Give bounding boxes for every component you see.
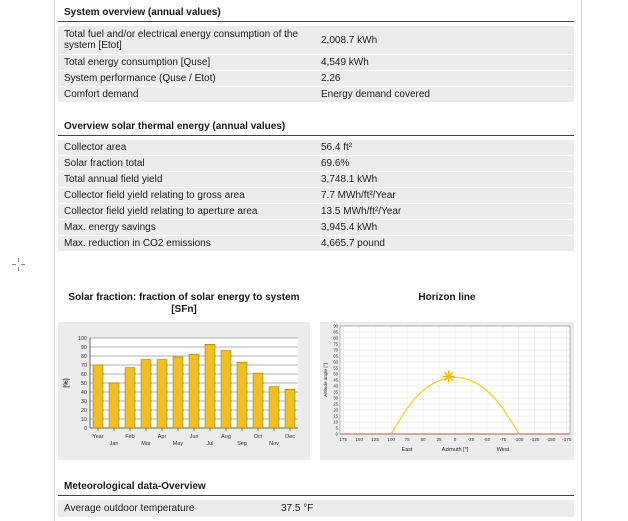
sun-icon: [443, 370, 455, 382]
y-tick-label: 60: [333, 359, 338, 365]
x-tick-label: Year: [92, 434, 104, 440]
y-tick-label: 0: [335, 431, 338, 437]
x-tick-label: Apr: [157, 434, 167, 440]
row-label: Collector field yield relating to aperture area: [64, 206, 258, 217]
x-tick-label: 150: [355, 437, 364, 442]
row-value: 4,549 kWh: [321, 57, 369, 68]
y-tick-label: 25: [333, 401, 338, 407]
y-tick-label: 0: [83, 426, 87, 432]
y-tick-label: 35: [333, 389, 338, 395]
bar: [253, 373, 263, 428]
y-tick-label: 15: [333, 413, 338, 419]
row-value: 7.7 MWh/ft²/Year: [321, 190, 396, 201]
table-row: [58, 500, 574, 518]
system-overview-heading: System overview (annual values): [58, 4, 574, 22]
row-label: System performance (Quse / Etot): [64, 73, 216, 84]
meteo-heading: Meteorological data-Overview: [58, 478, 574, 496]
x-tick-label: Feb: [125, 434, 135, 440]
y-axis-label: Altitude angle [°]: [323, 363, 328, 397]
row-label: Collector field yield relating to gross area: [64, 190, 245, 201]
table-row: [58, 220, 574, 236]
x-tick-label: -25: [467, 437, 475, 442]
table-row: [58, 204, 574, 220]
row-label: Max. reduction in CO2 emissions: [64, 238, 211, 249]
sun-core: [446, 374, 450, 378]
horizon-line-chart-svg: [320, 322, 574, 460]
row-value: 3,748.1 kWh: [321, 174, 378, 185]
y-axis-label: [%]: [64, 378, 70, 388]
bar: [157, 360, 167, 428]
y-tick-label: 50: [80, 381, 87, 387]
y-tick-label: 90: [80, 345, 87, 351]
y-tick-label: 30: [333, 395, 338, 401]
y-tick-label: 45: [333, 377, 338, 383]
y-tick-label: 5: [335, 425, 338, 431]
x-tick-label: Aug: [221, 434, 231, 440]
page-border-right: [581, 0, 582, 521]
row-value: 37.5 °F: [281, 503, 314, 514]
table-row: [58, 156, 574, 172]
row-label: Total energy consumption [Quse]: [64, 57, 211, 68]
page-border-left: [54, 0, 55, 521]
x-tick-label: -100: [514, 437, 524, 442]
solar-overview-table: [58, 140, 574, 252]
x-tick-label: -175: [562, 437, 572, 442]
bar: [125, 368, 135, 428]
horizon-line-chart: [320, 322, 574, 460]
row-value: 56.4 ft²: [321, 142, 353, 153]
bar: [221, 351, 231, 428]
row-label: Total annual field yield: [64, 174, 163, 185]
bar: [269, 387, 279, 428]
x-tick-label: 175: [339, 437, 348, 442]
y-tick-label: 70: [333, 347, 338, 353]
bar: [205, 344, 215, 428]
row-value: 4,665.7 pound: [321, 238, 385, 249]
y-tick-label: 80: [333, 335, 338, 341]
bar: [93, 365, 103, 428]
x-tick-label: May: [172, 441, 184, 447]
y-tick-label: 70: [80, 363, 87, 369]
y-tick-label: 20: [80, 408, 87, 414]
row-value: 3,945.4 kWh: [321, 222, 378, 233]
row-label: Collector area: [64, 142, 127, 153]
x-tick-label: Jan: [109, 441, 119, 447]
x-tick-label: 125: [371, 437, 379, 442]
x-tick-label: -75: [499, 437, 507, 442]
y-tick-label: 40: [333, 383, 338, 389]
x-tick-label: 50: [420, 437, 426, 442]
y-tick-label: 40: [80, 390, 87, 396]
y-tick-label: 80: [80, 354, 87, 360]
y-tick-label: 75: [333, 341, 338, 347]
row-value: 2,008.7 kWh: [321, 34, 378, 46]
x-tick-label: -50: [483, 437, 491, 442]
row-value: Energy demand covered: [321, 89, 430, 100]
table-row: [58, 188, 574, 204]
row-label: Comfort demand: [64, 89, 139, 100]
x-tick-label: 75: [404, 437, 410, 442]
x-tick-label: Sep: [237, 441, 247, 447]
row-value: 69.6%: [321, 158, 350, 169]
horizon-chart-title: Horizon line: [418, 292, 476, 303]
table-row: [58, 55, 574, 71]
y-tick-label: 85: [333, 329, 338, 335]
row-label: Average outdoor temperature: [64, 503, 195, 514]
west-label: West: [496, 447, 510, 453]
y-tick-label: 90: [333, 323, 338, 329]
x-axis-label: Azimuth [°]: [441, 447, 469, 453]
x-tick-label: Nov: [269, 441, 279, 447]
x-tick-label: Dec: [285, 434, 295, 440]
x-tick-label: Mar: [141, 441, 151, 447]
x-tick-label: 25: [436, 437, 442, 442]
x-tick-label: Jul: [206, 441, 214, 447]
y-tick-label: 100: [77, 336, 87, 342]
y-tick-label: 10: [80, 417, 87, 423]
y-tick-label: 55: [333, 365, 338, 371]
row-label: Total fuel and/or electrical energy consumption of the system [Etot]: [64, 29, 299, 51]
table-row: [58, 236, 574, 252]
solar-fraction-chart: [58, 322, 310, 460]
row-label: Solar fraction total: [64, 158, 145, 169]
bar: [237, 362, 247, 428]
row-value: 2.26: [321, 73, 341, 84]
solar-fraction-chart-title: Solar fraction: fraction of solar energy to system [SFn]: [68, 292, 300, 315]
table-row: [58, 172, 574, 188]
y-tick-label: 30: [80, 399, 87, 405]
y-tick-label: 60: [80, 372, 87, 378]
bar: [285, 389, 295, 428]
x-tick-label: Oct: [253, 434, 263, 440]
system-overview-table: [58, 26, 574, 103]
solar-overview-heading: Overview solar thermal energy (annual values): [58, 118, 574, 136]
solar-fraction-chart-svg: [58, 322, 310, 460]
bar: [189, 354, 199, 428]
y-tick-label: 20: [333, 407, 338, 413]
table-row: [58, 87, 574, 103]
table-row: [58, 140, 574, 156]
east-label: East: [401, 447, 413, 453]
x-tick-label: -125: [530, 437, 540, 442]
x-tick-label: 0: [453, 437, 457, 442]
y-tick-label: 65: [333, 353, 338, 359]
table-row: [58, 26, 574, 55]
meteo-table: [58, 500, 574, 518]
y-tick-label: 10: [333, 419, 338, 425]
row-label: Max. energy savings: [64, 222, 156, 233]
y-tick-label: 50: [333, 371, 338, 377]
bar: [173, 357, 183, 428]
x-tick-label: -150: [546, 437, 556, 442]
crosshair-icon: [12, 258, 26, 272]
bar: [141, 360, 151, 428]
table-row: [58, 71, 574, 87]
bar: [109, 383, 119, 428]
x-tick-label: Jun: [189, 434, 199, 440]
x-tick-label: 100: [387, 437, 395, 442]
row-value: 13.5 MWh/ft²/Year: [321, 206, 402, 217]
